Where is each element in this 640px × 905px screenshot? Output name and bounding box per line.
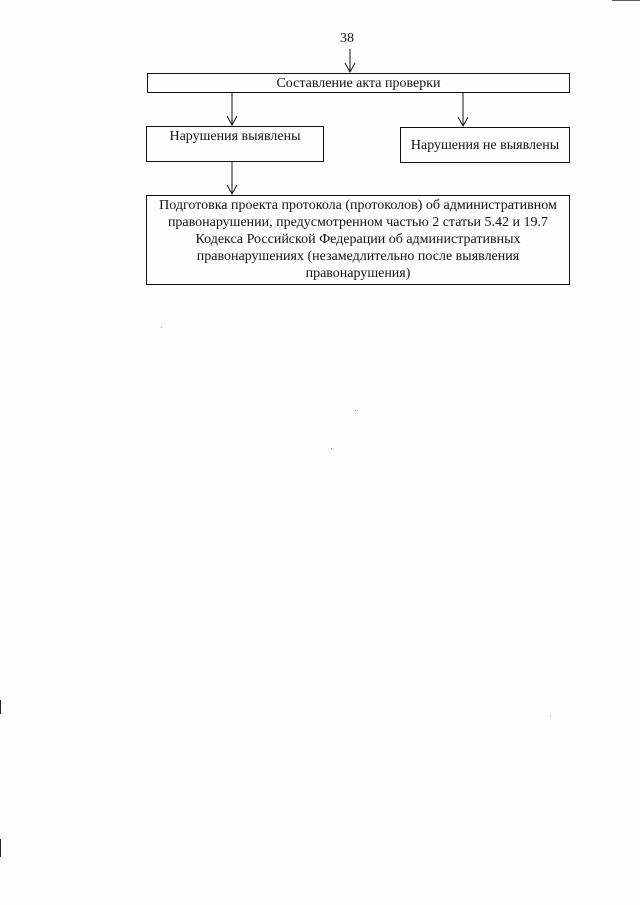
- scan-speck: [161, 327, 162, 328]
- arrow-to-violations-found: [227, 93, 237, 125]
- scan-speck: [550, 715, 551, 716]
- protocol-box: [146, 195, 570, 285]
- violations-not-found-label: Нарушения не выявлены: [410, 137, 560, 153]
- scan-edge-mark: [0, 839, 1, 857]
- violations-found-label: Нарушения выявлены: [169, 129, 301, 144]
- act-label: Составление акта проверки: [276, 75, 441, 91]
- violations-not-found-box: [400, 127, 570, 163]
- scan-edge-mark: [0, 700, 1, 714]
- arrow-into-act: [345, 49, 355, 72]
- scan-speck: [355, 410, 356, 411]
- scan-speck: [331, 448, 332, 449]
- violations-found-box: [146, 126, 324, 162]
- act-box: [147, 73, 570, 93]
- arrow-to-protocol: [227, 162, 237, 194]
- page-number: 38: [340, 31, 354, 46]
- scan-edge-mark: [612, 0, 640, 1]
- arrow-to-violations-not-found: [458, 93, 468, 126]
- protocol-label: Подготовка проекта протокола (протоколов) об административном правонарушении, предусмотренном частью 2 статьи 5.42 и 19.7 Кодекса Российской Федерации об административных правонарушениях (незамедлительно после выявления правонарушения): [159, 197, 557, 282]
